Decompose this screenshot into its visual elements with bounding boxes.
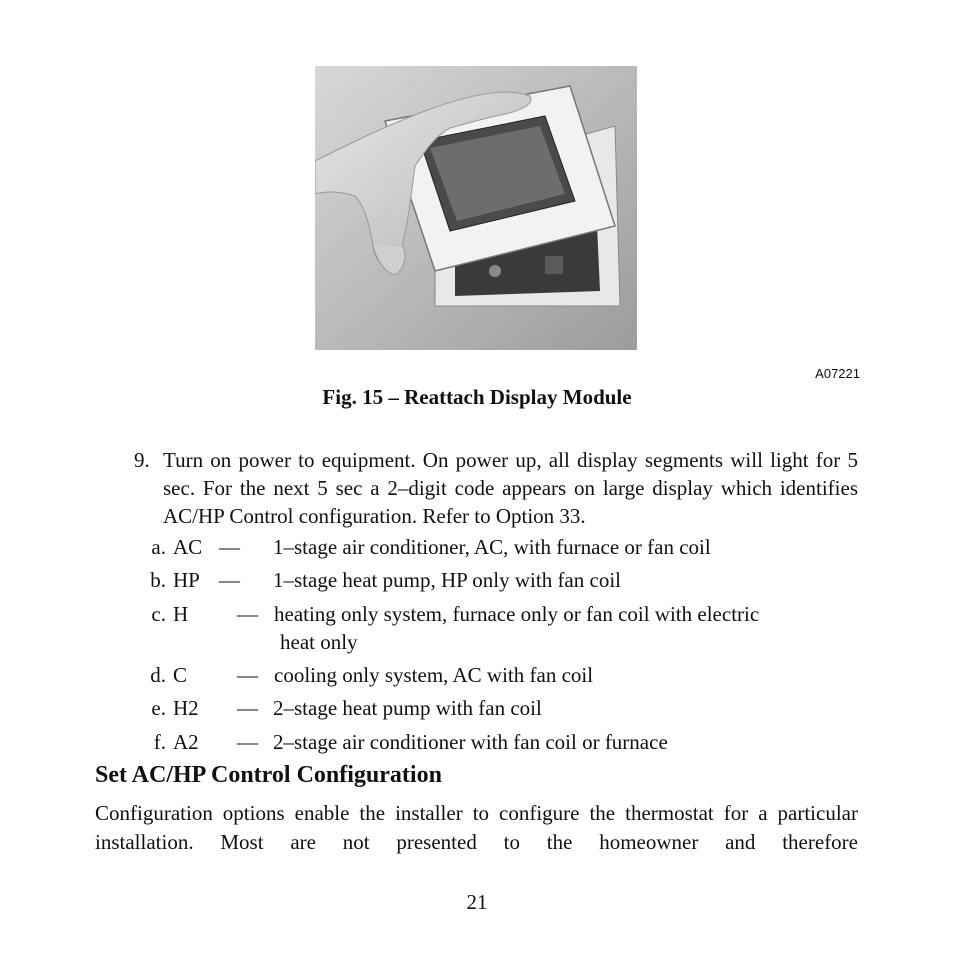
item-code: AC xyxy=(173,535,203,559)
item-dash: — xyxy=(237,696,258,720)
section-heading: Set AC/HP Control Configuration xyxy=(95,762,442,788)
item-description: heating only system, furnace only or fan coil with electric xyxy=(274,602,760,626)
item-description: cooling only system, AC with fan coil xyxy=(274,663,594,687)
item-code: H xyxy=(173,602,189,626)
item-description-continued: heat only xyxy=(280,630,358,654)
figure-code: A07221 xyxy=(815,366,860,381)
item-code: HP xyxy=(173,568,200,592)
item-description: 1–stage heat pump, HP only with fan coil xyxy=(273,568,621,592)
item-letter: f. xyxy=(153,730,166,754)
item-description: 2–stage heat pump with fan coil xyxy=(273,696,542,720)
item-code: H2 xyxy=(173,696,199,720)
item-dash: — xyxy=(237,730,258,754)
item-code: C xyxy=(173,663,188,687)
item-description: 1–stage air conditioner, AC, with furnace or fan coil xyxy=(273,535,711,559)
item-description: 2–stage air conditioner with fan coil or furnace xyxy=(273,730,668,754)
item-dash: — xyxy=(237,602,258,626)
item-dash: — xyxy=(237,663,258,687)
figure-caption: Fig. 15 – Reattach Display Module xyxy=(322,385,632,409)
item-dash: — xyxy=(219,535,240,559)
step-text: Turn on power to equipment. On power up, all display segments will light for 5 sec. For the next 5 sec a 2–digit code appears on large display which identifies AC/HP Control configuration. Refer to Option 33. xyxy=(163,448,858,528)
item-code: A2 xyxy=(173,730,199,754)
item-letter: a. xyxy=(151,535,166,559)
item-dash: — xyxy=(219,568,240,592)
section-paragraph: Configuration options enable the installer to configure the thermostat for a particular installation. Most are not presented to the homeowner and therefore xyxy=(95,801,858,854)
step-9 xyxy=(134,446,858,530)
page-number: 21 xyxy=(466,890,488,914)
reattach-display-photo xyxy=(315,66,637,350)
thermostat-illustration xyxy=(315,66,637,350)
item-letter: d. xyxy=(150,663,166,687)
step-number: 9. xyxy=(134,448,150,472)
item-letter: c. xyxy=(151,602,166,626)
item-letter: e. xyxy=(151,696,166,720)
item-letter: b. xyxy=(150,568,166,592)
